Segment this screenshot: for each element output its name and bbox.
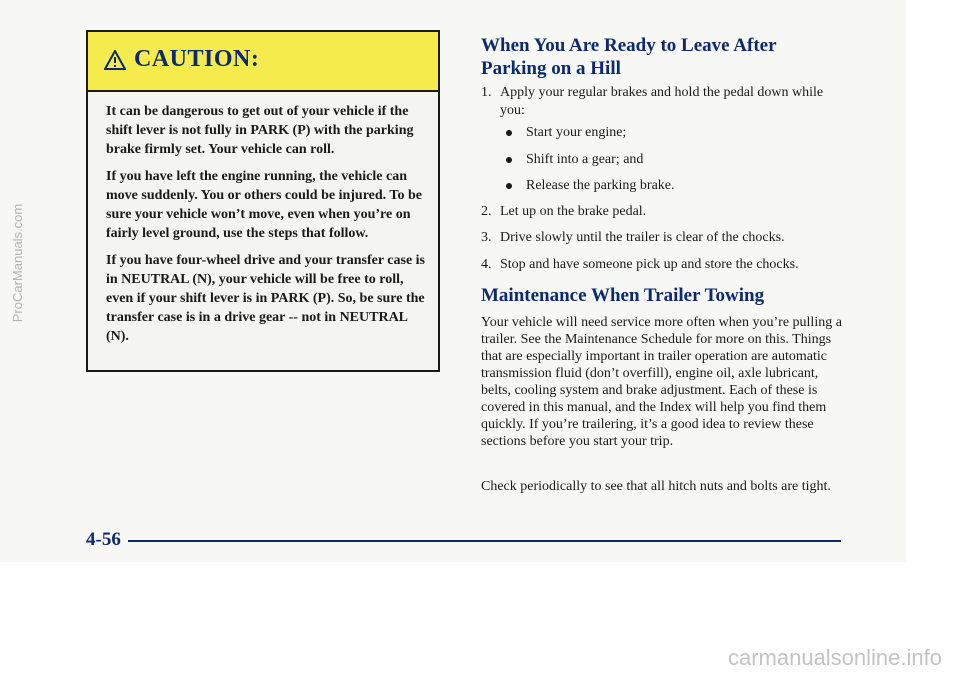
- step-text: Drive slowly until the trailer is clear of the chocks.: [500, 230, 785, 245]
- caution-paragraph: If you have left the engine running, the vehicle can move suddenly. You or others could be injured. To be sure your vehicle won’t move, even when you’re on fairly level ground, use the steps that follow.: [106, 169, 422, 241]
- bullet-item: [506, 151, 643, 169]
- footer-rule: [128, 540, 841, 542]
- step-number: 1.: [481, 85, 492, 100]
- bullet-text: Release the parking brake.: [526, 178, 675, 193]
- bottom-watermark: carmanualsonline.info: [727, 645, 942, 670]
- caution-paragraph: It can be dangerous to get out of your vehicle if the shift lever is not fully in PARK (P) with the parking brake firmly set. Your vehicle can roll.: [106, 104, 414, 157]
- caution-box: [86, 30, 440, 372]
- step-item: [481, 229, 851, 247]
- step-number: 3.: [481, 230, 492, 245]
- step-text: Apply your regular brakes and hold the pedal down while you:: [500, 85, 824, 118]
- step-number: 4.: [481, 257, 492, 272]
- caution-title: CAUTION:: [134, 46, 260, 72]
- warning-triangle-icon: [104, 50, 126, 70]
- step-item: [481, 256, 851, 274]
- step-item: [481, 84, 851, 120]
- bullet-text: Shift into a gear; and: [526, 152, 644, 167]
- caution-header: [88, 32, 438, 92]
- step-text: Stop and have someone pick up and store the chocks.: [500, 257, 799, 272]
- page-number: 4-56: [86, 529, 121, 550]
- section-title-ready: When You Are Ready to Leave After Parking on a Hill: [481, 35, 777, 79]
- step-item: [481, 203, 851, 221]
- caution-paragraph: If you have four-wheel drive and your transfer case is in NEUTRAL (N), your vehicle will be free to roll, even if your shift lever is in PARK (P). So, be sure the transfer case is in a drive gear -- not in NEUTRAL (N).: [106, 253, 425, 344]
- bullet-icon: [506, 157, 512, 163]
- bullet-item: [506, 177, 675, 195]
- step-text: Let up on the brake pedal.: [500, 204, 647, 219]
- step-number: 2.: [481, 204, 492, 219]
- section-title-maintenance: Maintenance When Trailer Towing: [481, 285, 765, 306]
- caution-body: [106, 102, 428, 354]
- maintenance-paragraph: Your vehicle will need service more often when you’re pulling a trailer. See the Maintenance Schedule for more on this. Things that are especially important in trailer operation are automatic transmission fluid (don’t overfill), engine oil, axle lubricant, belts, cooling system and brake adjustment. Each of these is covered in this manual, and the Index will help you find them quickly. If you’re trailering, it’s a good idea to review these sections before you start your trip.: [481, 315, 842, 449]
- bullet-item: [506, 124, 626, 142]
- bullet-text: Start your engine;: [526, 125, 627, 140]
- maintenance-paragraph: Check periodically to see that all hitch nuts and bolts are tight.: [481, 479, 831, 494]
- bullet-icon: [506, 183, 512, 189]
- bullet-icon: [506, 130, 512, 136]
- side-watermark: ProCarManuals.com: [10, 203, 25, 323]
